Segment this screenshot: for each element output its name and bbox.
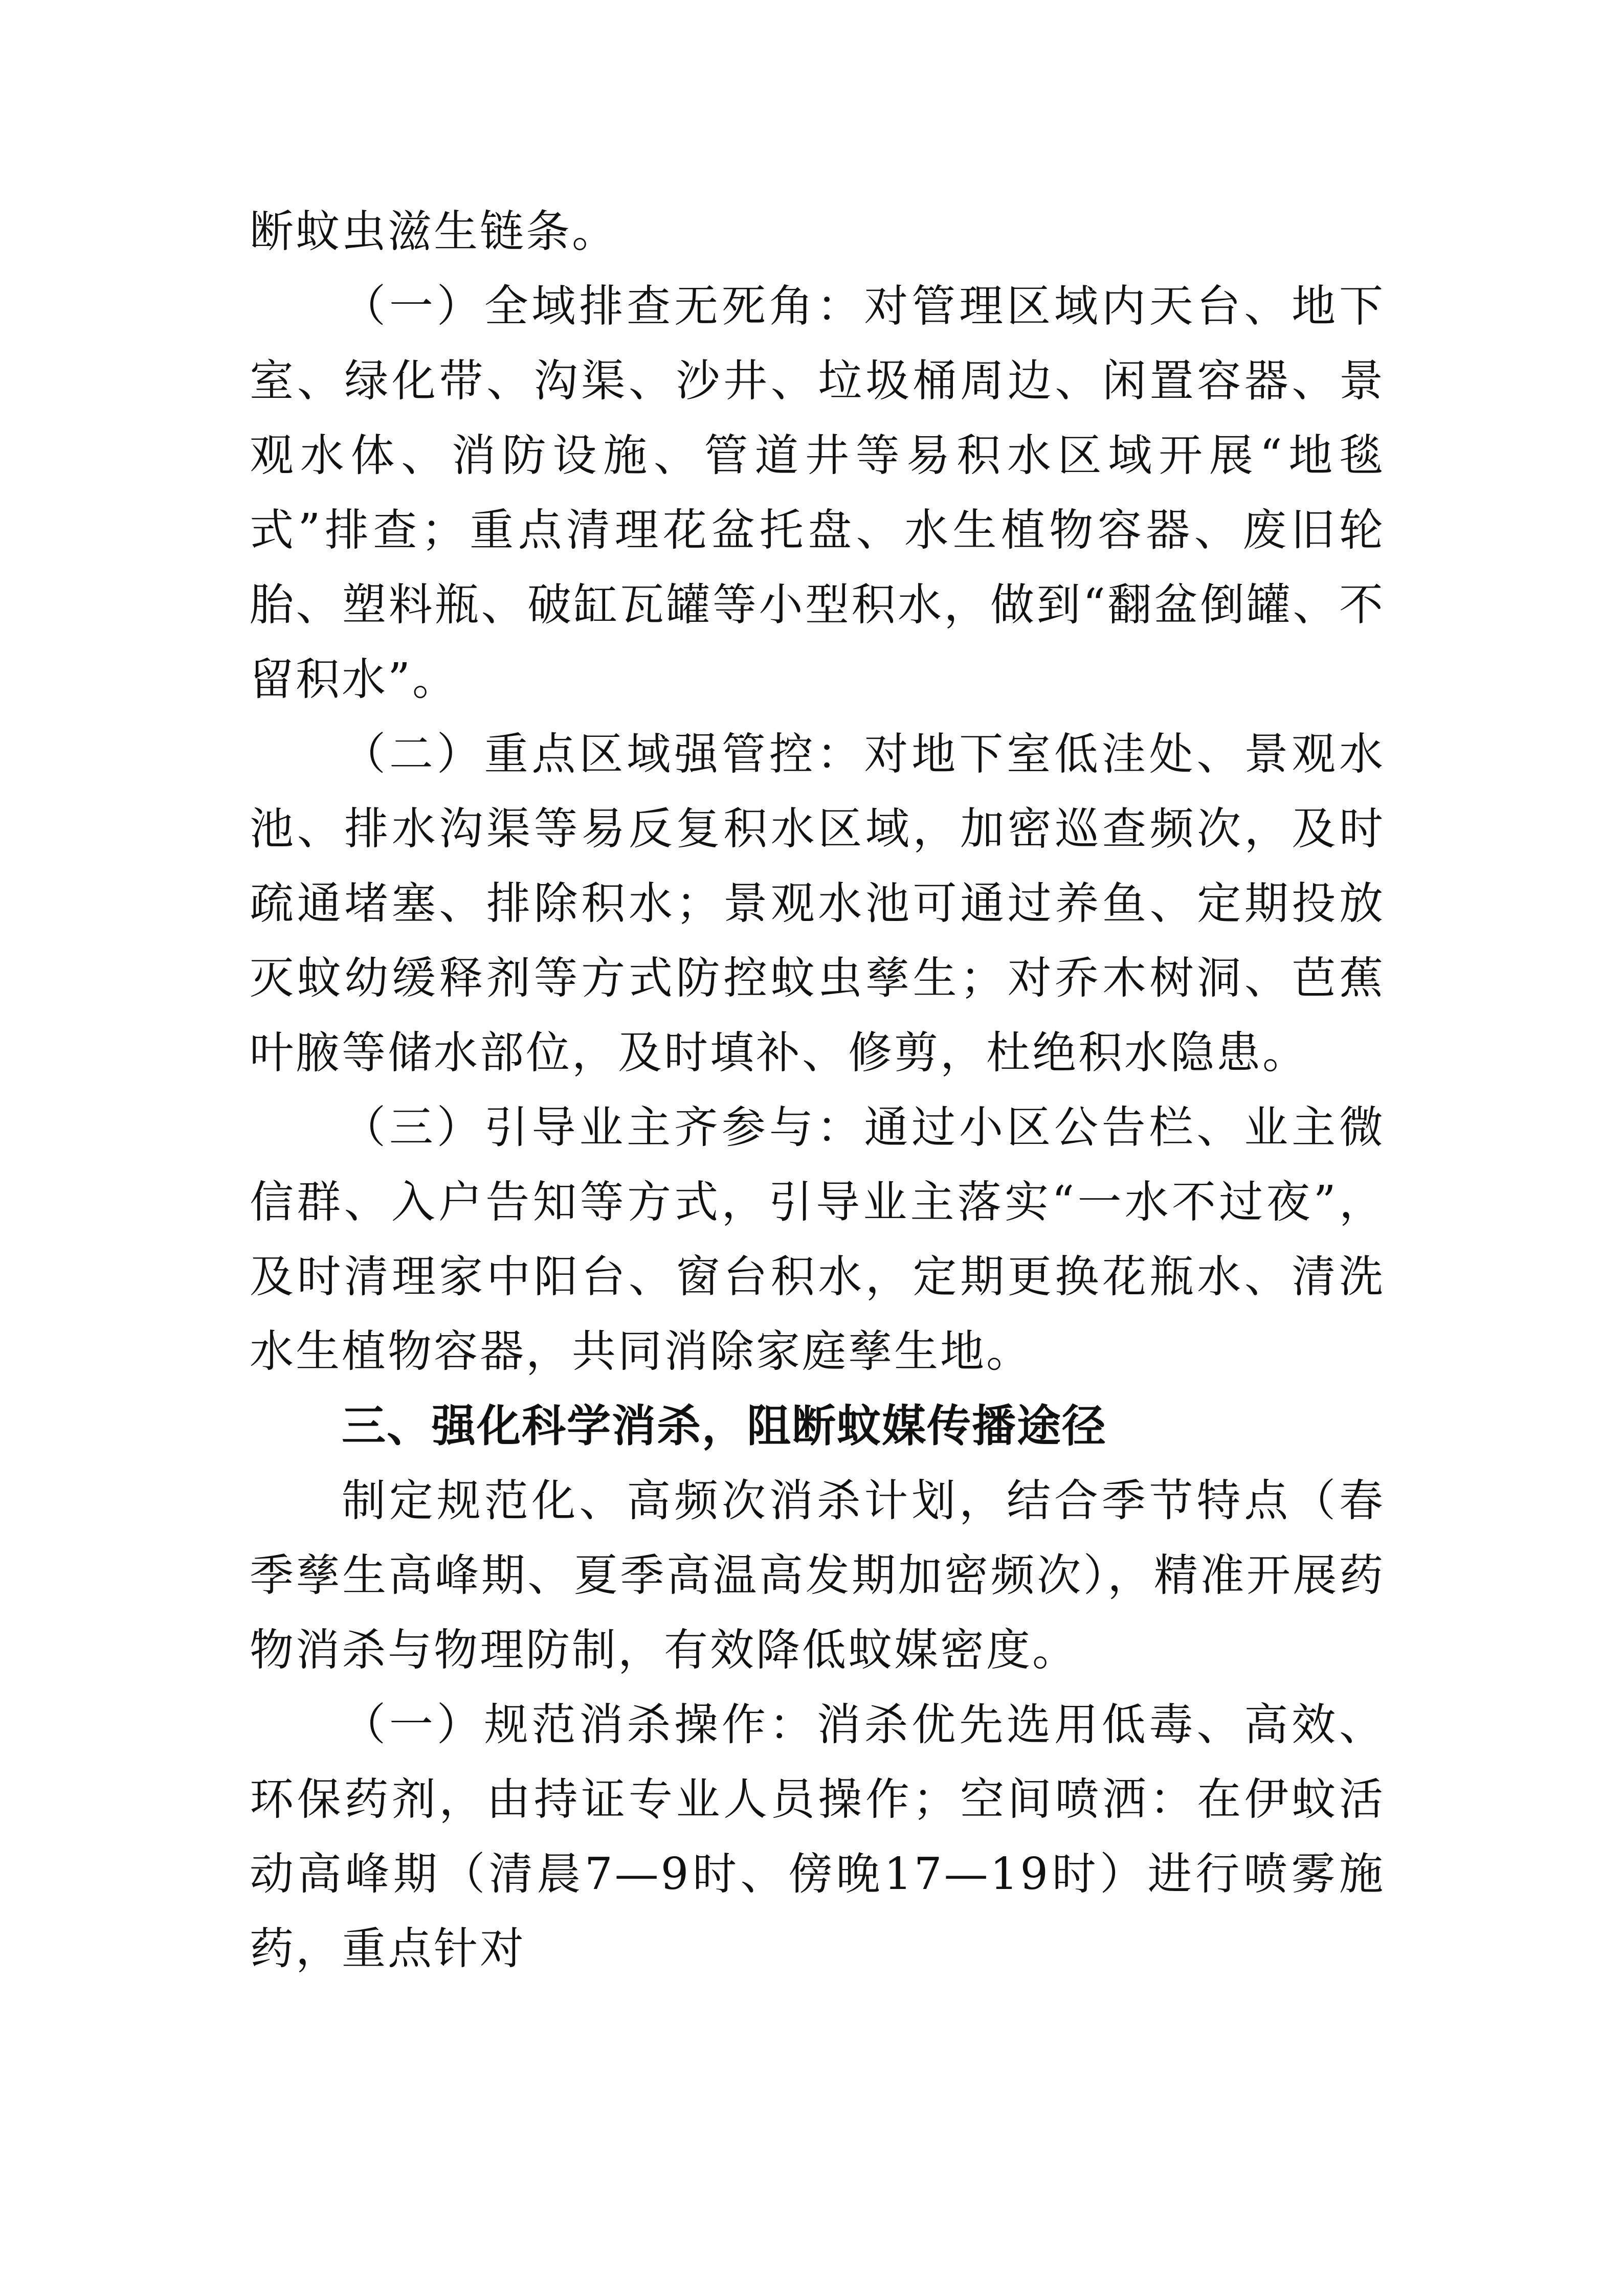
section-heading: 三、强化科学消杀，阻断蚊媒传播途径 [342, 1401, 1107, 1452]
paragraph-item-1: （一）全域排查无死角：对管理区域内天台、地下室、绿化带、沟渠、沙井、垃圾桶周边、闲置容器、景观水体、消防设施、管道井等易积水区域开展“地毯式”排查；重点清理花盆托盘、水生植物容器、废旧轮胎、塑料瓶、破缸瓦罐等小型积水，做到“翻盆倒罐、不留积水”。 [250, 281, 1385, 705]
paragraph-item-3: （三）引导业主齐参与：通过小区公告栏、业主微信群、入户告知等方式，引导业主落实“一水不过夜”，及时清理家中阳台、窗台积水，定期更换花瓶水、清洗水生植物容器，共同消除家庭孳生地。 [250, 1102, 1385, 1377]
paragraph-item-disinfection: （一）规范消杀操作：消杀优先选用低毒、高效、环保药剂，由持证专业人员操作；空间喷洒：在伊蚊活动高峰期（清晨7—9时、傍晚17—19时）进行喷雾施药，重点针对 [250, 1699, 1385, 1974]
paragraph-item-2: （二）重点区域强管控：对地下室低洼处、景观水池、排水沟渠等易反复积水区域，加密巡查频次，及时疏通堵塞、排除积水；景观水池可通过养鱼、定期投放灭蚊幼缓释剂等方式防控蚊虫孳生；对乔木树洞、芭蕉叶腋等储水部位，及时填补、修剪，杜绝积水隐患。 [250, 729, 1385, 1078]
paragraph-continuation: 断蚊虫滋生链条。 [250, 206, 618, 257]
section-intro-paragraph: 制定规范化、高频次消杀计划，结合季节特点（春季孳生高峰期、夏季高温高发期加密频次），精准开展药物消杀与物理防制，有效降低蚊媒密度。 [250, 1475, 1385, 1676]
document-body [250, 194, 1385, 1986]
